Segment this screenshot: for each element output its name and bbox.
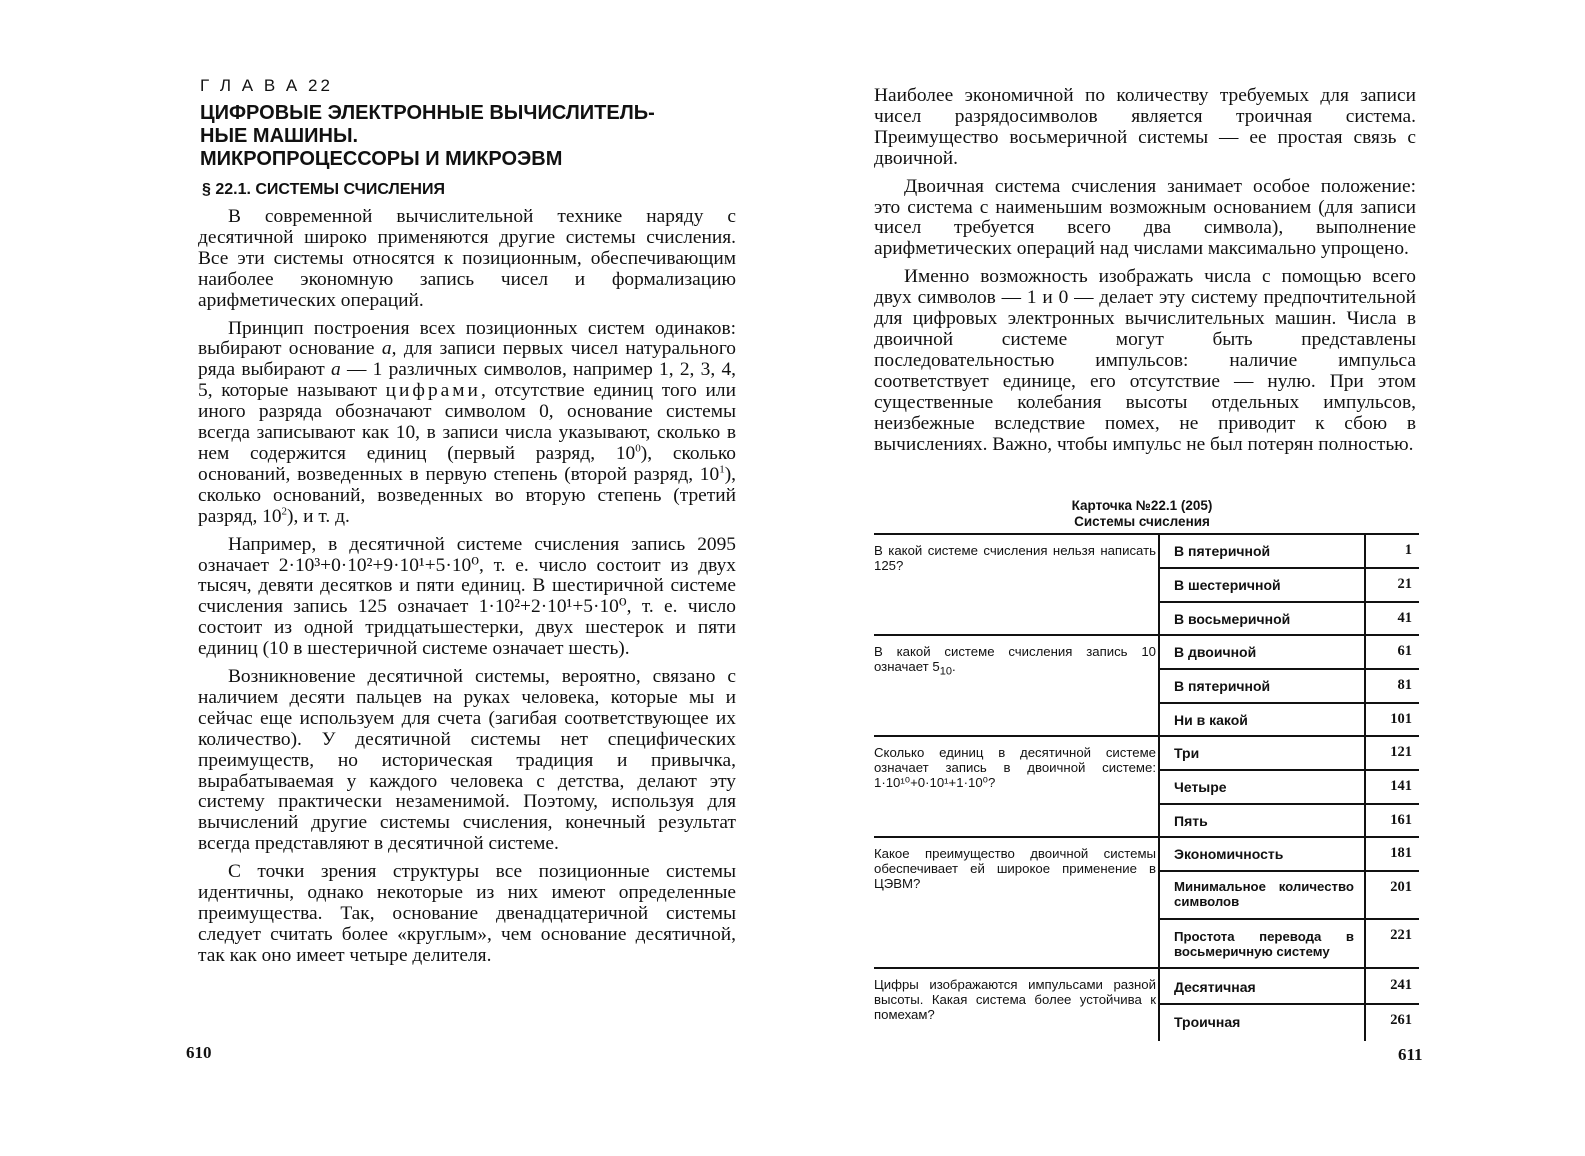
question: Сколько единиц в десятичной системе означает запись в двоичной системе: 1·10¹⁰+0·10¹+1·10⁰? [874,745,1156,790]
answer-option: Простота перевода в восьмеричную систему [1174,929,1354,959]
paragraph: Двоичная система счисления занимает особое положение: это система с наименьшим возможным основанием (для записи чисел требуется всего два символа), выполнение арифметических операций над числами максимально упрощено. [874,175,1416,260]
right-page [792,0,1585,1156]
answer-code: 141 [1390,778,1412,794]
paragraph [198,535,736,660]
text-run: Например, в десятичной системе счисления запись 2095 означает [198,533,736,576]
question [874,644,1156,680]
card-rule [874,533,1419,535]
answer-option: Троичная [1174,1014,1241,1030]
answer-code: 161 [1390,812,1412,828]
question: Какое преимущество двоичной системы обеспечивает ей широкое применение в ЦЭВМ? [874,846,1156,891]
page-number: 611 [1398,1045,1423,1064]
answer-code: 1 [1404,542,1412,558]
answer-option: Экономичность [1174,846,1284,862]
answer-option: Минимальное количество символов [1174,879,1354,909]
formula: 2·10³+0·10²+9·10¹+5·10⁰ [278,554,479,576]
chapter-title-line: ЦИФРОВЫЕ ЭЛЕКТРОННЫЕ ВЫЧИСЛИТЕЛЬ- [200,102,655,124]
card-rule [874,836,1419,838]
answer-option: Четыре [1174,779,1227,795]
card-rule [1160,1003,1419,1005]
card-rule [1160,668,1419,670]
text-run: , отсутствие единиц того или иного разряда обозначают символом 0, основание системы всегда записывают как 10, в записи числа указывают, сколько в нем содержится единиц (первый разряд, 10 [198,380,736,464]
spaced-term: цифрами [385,380,481,402]
text-run: — 1 различных символов, например 1, 2, 3, 4, 5, которые называют [198,359,736,402]
card-rule [874,967,1419,969]
answer-option: В пятеричной [1174,678,1271,694]
left-text-column [198,76,736,974]
left-page [0,0,792,1156]
quiz-card [874,533,1419,1041]
card-rule [1160,567,1419,569]
answer-option: Десятичная [1174,979,1256,995]
card-rule [874,735,1419,737]
question: В какой системе счисления нельзя написать 125? [874,543,1156,573]
answer-option: Пять [1174,813,1208,829]
card-rule [1160,918,1419,920]
paragraph: Наиболее экономичной по количеству требуемых для записи чисел разрядосимволов является троичная система. Преимущество восьмеричной системы — ее простая связь с двоичной. [874,85,1416,169]
answer-code: 181 [1390,845,1412,861]
chapter-title [200,102,736,171]
paragraph: Возникновение десятичной системы, вероятно, связано с наличием десяти пальцев на руках человека, которые мы и сейчас еще используем для счета (загибая соответствующее их количество). У десятичной системы нет специфических преимуществ, но историческая традиция и привычка, вырабатываемая у каждого человека с детства, делают эту систему практически незаменимой. Поэтому, используя для вычислений другие системы счисления, конечный результат всегда представляют в десятичной системе. [198,666,736,855]
page-number: 610 [186,1043,212,1062]
card-title-line: Системы счисления [1074,514,1210,529]
card-rule [1160,601,1419,603]
text-run: ), сколько оснований, возведенных во вторую степень (третий разряд, 10 [198,463,736,527]
answer-code: 21 [1397,576,1412,592]
answer-option: Ни в какой [1174,712,1248,728]
paragraph: В современной вычислительной технике наряду с десятичной широко применяются другие системы счисления. Все эти системы относятся к позиционным, обеспечивающим наиболее экономную запись чисел и формализацию арифметических операций. [198,206,736,311]
superscript: 0 [635,442,641,455]
answer-code: 221 [1390,927,1412,943]
text-run: , т. е. число состоит из двух тысяч, девяти десятков и пяти единиц. В шестиричной системе счисления запись 125 означает [198,554,736,618]
chapter-title-line: МИКРОПРОЦЕССОРЫ И МИКРОЭВМ [200,148,563,170]
text-run: Принцип построения всех позиционных систем одинаков: выбирают основание [198,317,736,360]
paragraph: С точки зрения структуры все позиционные системы идентичны, однако некоторые из них имеют определенные преимущества. Так, основание двенадцатеричной системы следует считать более «круглым», чем основание десятичной, так как оно имеет четыре делителя. [198,861,736,966]
card-rule [1160,870,1419,872]
paragraph [198,319,736,528]
answer-option: В шестеричной [1174,577,1281,593]
superscript: 2 [281,505,288,518]
answer-option: В двоичной [1174,644,1257,660]
answer-code: 121 [1390,744,1412,760]
card-title-line: Карточка №22.1 (205) [1071,498,1213,513]
answer-code: 81 [1397,677,1412,693]
text-run: В какой системе счисления запись 10 означает 5 [874,644,1156,674]
text-run: , для записи первых чисел натурального ряда выбирают [198,338,737,381]
card-rule [1160,769,1419,771]
chapter-label: Г Л А В А 22 [200,76,333,95]
answer-code: 261 [1390,1012,1412,1028]
answer-option: В пятеричной [1174,543,1271,559]
variable-a: a [381,338,392,360]
card-title [1032,498,1252,530]
text-run: , т. е. число состоит из одной тридцатьшестерки, двух шестерок и пяти единиц (10 в шестеричной системе означает шесть). [198,596,736,660]
card-rule [1160,702,1419,704]
card-rule [874,634,1419,636]
chapter-title-line: НЫЕ МАШИНЫ. [200,125,359,147]
answer-code: 201 [1390,879,1412,895]
answer-code: 61 [1397,643,1412,659]
variable-a: a [331,359,341,381]
formula: 1·10²+2·10¹+5·10⁰ [478,596,627,618]
right-text-column [874,86,1416,462]
answer-code: 41 [1397,610,1412,626]
text-run: . [951,659,956,674]
answer-option: В восьмеричной [1174,611,1291,627]
subscript: 10 [939,665,952,678]
card-rule [1160,803,1419,805]
card-rule [1158,533,1160,1041]
question: Цифры изображаются импульсами разной высоты. Какая система более устойчива к помехам? [874,977,1156,1022]
section-title: § 22.1. СИСТЕМЫ СЧИСЛЕНИЯ [202,181,445,198]
answer-code: 241 [1390,977,1412,993]
answer-option: Три [1174,745,1200,761]
text-run: ), сколько оснований, возведенных в первую степень (второй разряд, 10 [198,442,736,485]
text-run: ), и т. д. [287,505,350,527]
paragraph: Именно возможность изображать числа с помощью всего двух символов — 1 и 0 — делает эту систему предпочтительной для цифровых электронных вычислительных машин. Числа в двоичной системе могут быть представлены последовательностью импульсов: наличие импульса соответствует единице, его отсутствие — нулю. При этом существенные колебания высоты отдельных импульсов, неизбежные вследствие помех, не приводит к сбою в вычислениях. Важно, чтобы импульс не был потерян полностью. [874,266,1416,455]
answer-code: 101 [1390,711,1412,727]
superscript: 1 [719,463,725,476]
